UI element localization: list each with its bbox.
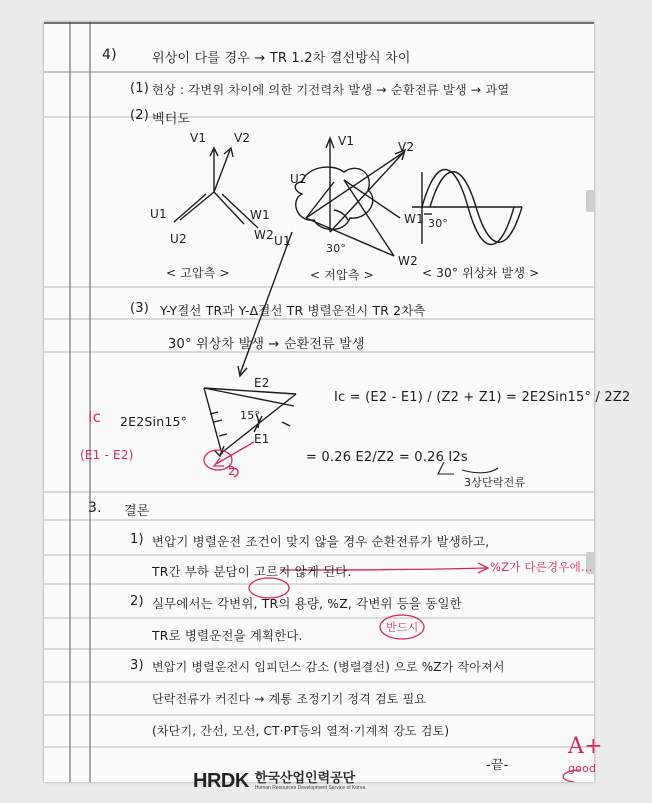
label-v1: V1: [338, 134, 355, 148]
label-e1: E1: [254, 432, 270, 446]
line-text: 위상이 다를 경우 → TR 1.2차 결선방식 차이: [152, 51, 411, 66]
e-diff-annotation: (E1 - E2): [80, 448, 134, 462]
section-number: 3.: [88, 500, 102, 516]
label-v1: V1: [190, 131, 207, 145]
line-text: TR로 병렬운전을 계획한다.: [152, 628, 303, 643]
section-title: 결론: [124, 504, 150, 519]
formula-result: = 0.26 E2/Z2 = 0.26 I2s: [306, 450, 468, 465]
note-sheet: [44, 22, 631, 782]
item-number: (1): [130, 81, 150, 96]
label-u1: U1: [150, 207, 167, 221]
label-v2: V2: [234, 131, 251, 145]
angle-30: 30°: [326, 242, 347, 255]
item-number: 2): [130, 594, 144, 609]
line-text: 변압기 병렬운전 조건이 맞지 않을 경우 순환전류가 발생하고,: [152, 534, 490, 549]
footer-logo: [193, 769, 365, 793]
item-number: (2): [130, 108, 150, 123]
item-number: (3): [130, 301, 150, 316]
line-text: 벡터도: [152, 112, 191, 127]
angle-30-wave: 30°: [428, 217, 449, 230]
vector-label: 2E2Sin15°: [120, 414, 188, 429]
item-number: 1): [130, 532, 144, 547]
caption-low: < 저압측 >: [310, 268, 374, 282]
org-name-english: Human Resources Development Service of Korea: [254, 784, 366, 791]
line-text: 30° 위상차 발생 → 순환전류 발생: [168, 337, 365, 352]
line-text: Y-Y결선 TR과 Y-Δ결선 TR 병렬운전시 TR 2차측: [160, 303, 426, 318]
label-w2: W2: [398, 254, 418, 268]
item-number: 4): [102, 47, 117, 63]
label-e2: E2: [254, 376, 270, 390]
caption-phase: < 30° 위상차 발생 >: [422, 266, 540, 280]
line-text: 현상 : 각변위 차이에 의한 기전력차 발생 → 순환전류 발생 → 과열: [152, 83, 510, 97]
arrow-note: %Z가 다른경우에...: [490, 560, 593, 574]
label-v2: V2: [398, 140, 415, 154]
caption-high: < 고압측 >: [166, 266, 230, 280]
must-annotation: 반드시: [386, 621, 419, 634]
org-name-korean: 한국산업인력공단: [254, 770, 356, 786]
item-number: 3): [130, 658, 144, 673]
grade-mark: A+: [568, 734, 603, 759]
ic-annotation: Ic: [88, 408, 102, 426]
line-text: 변압기 병렬운전시 임피던스 감소 (병렬결선) 으로 %Z가 작아져서: [152, 660, 505, 674]
label-u2: U2: [170, 232, 187, 246]
formula-current: Ic = (E2 - E1) / (Z2 + Z1) = 2E2Sin15° / 2Z2: [334, 390, 631, 405]
end-mark: -끝-: [486, 758, 509, 773]
label-u2: U2: [290, 172, 307, 186]
org-name: [255, 772, 366, 791]
label-w1: W1: [404, 212, 424, 226]
line-text: (차단기, 간선, 모선, CT·PT등의 열적·기계적 강도 검토): [152, 724, 450, 738]
hrdk-logo: HRDK: [193, 769, 249, 792]
label-u1: U1: [274, 234, 291, 248]
good-mark: good: [568, 762, 597, 775]
line-text: 실무에서는 각변위, TR의 용량, %Z, 각변위 등을 동일한: [152, 596, 462, 611]
line-text: 단락전류가 커진다 → 계통 조정기기 정격 검토 필요: [152, 692, 427, 706]
q2-annotation: 2: [228, 464, 236, 478]
angle-15: 15°: [240, 409, 261, 422]
line-text: TR간 부하 분담이 고르지 않게 된다.: [152, 564, 352, 579]
short-circuit-note: 3상단락전류: [464, 476, 526, 489]
label-w1: W1: [250, 208, 270, 222]
label-w2: W2: [254, 228, 274, 242]
